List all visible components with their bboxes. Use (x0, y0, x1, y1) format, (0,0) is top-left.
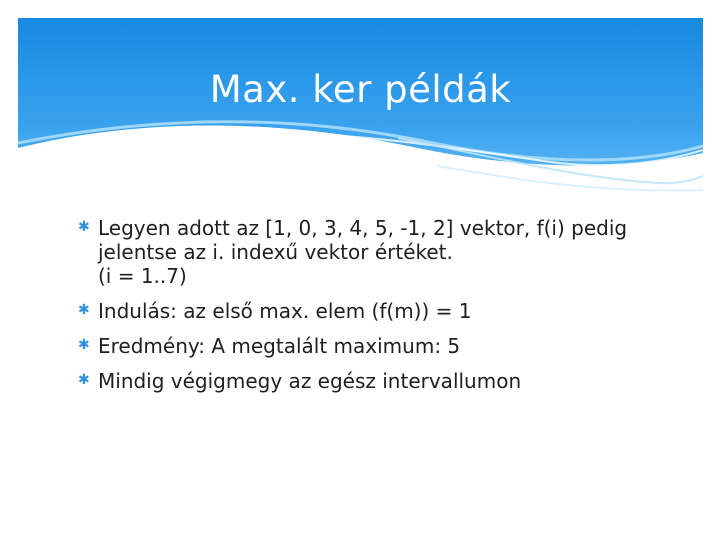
slide-title: Max. ker példák (209, 68, 512, 111)
bullet-line: jelentse az i. indexű vektor értéket. (98, 240, 453, 264)
bullet-line: Mindig végigmegy az egész intervallumon (98, 369, 522, 393)
list-item (78, 299, 678, 323)
bullet-line: (i = 1..7) (98, 264, 187, 288)
bullet-line: Legyen adott az [1, 0, 3, 4, 5, -1, 2] vektor, f(i) pedig (98, 216, 628, 240)
asterisk-icon: ✱ (78, 337, 90, 353)
list-item (78, 216, 678, 288)
bullet-line: Indulás: az első max. elem (f(m)) = 1 (98, 299, 472, 323)
list-item (78, 369, 678, 393)
asterisk-icon: ✱ (78, 219, 90, 235)
list-item (78, 334, 678, 358)
bullet-list (78, 216, 678, 404)
asterisk-icon: ✱ (78, 372, 90, 388)
asterisk-icon: ✱ (78, 302, 90, 318)
bullet-line: Eredmény: A megtalált maximum: 5 (98, 334, 461, 358)
title-banner (18, 18, 703, 203)
